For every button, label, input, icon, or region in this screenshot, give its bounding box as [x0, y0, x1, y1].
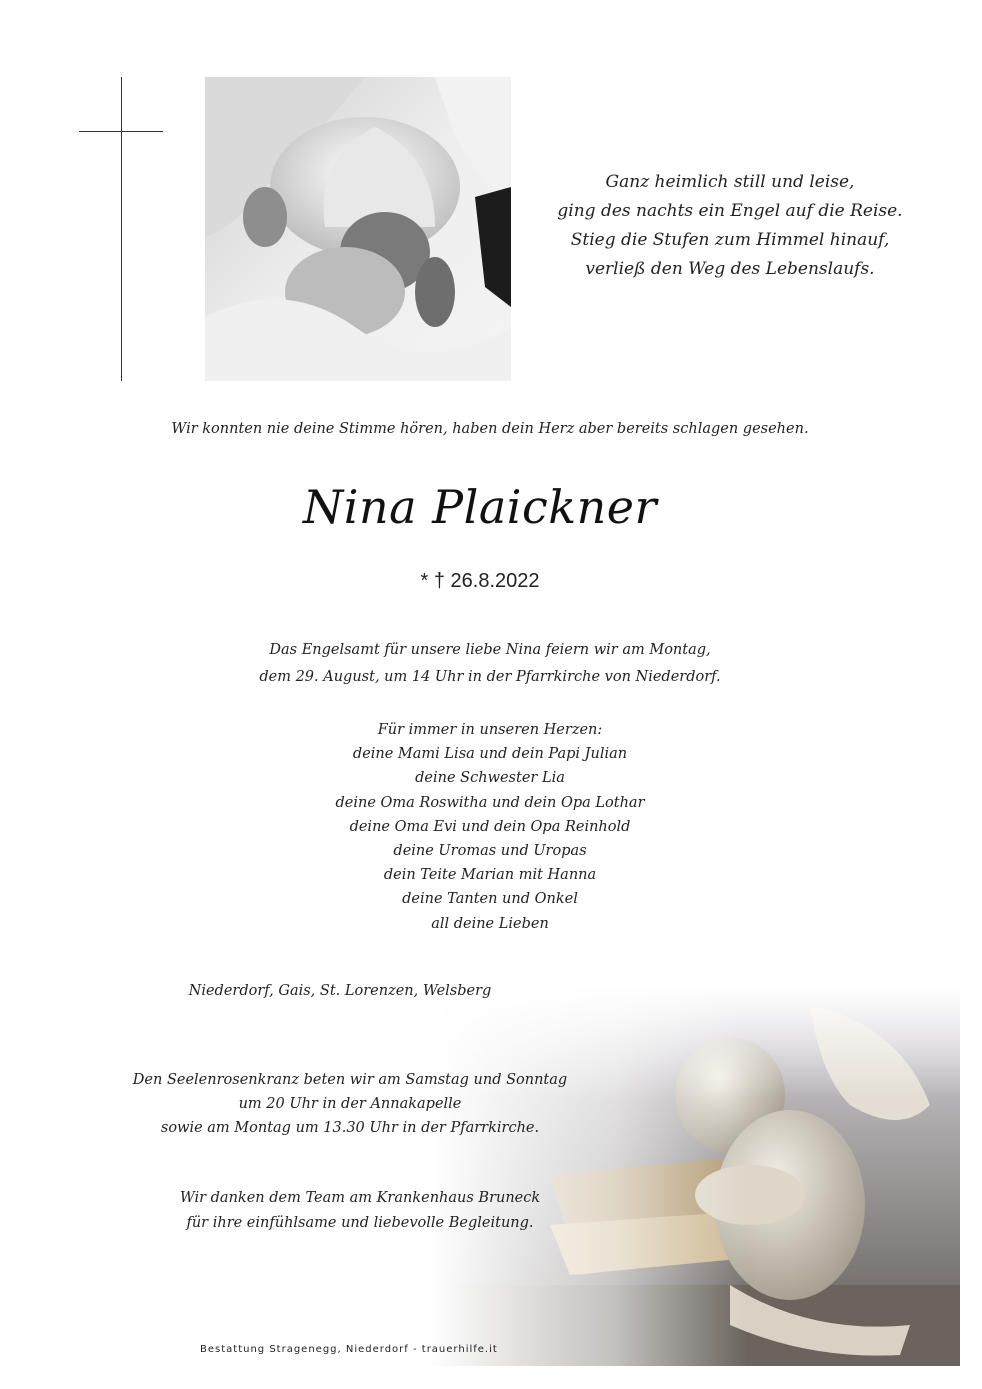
family-member: deine Oma Evi und dein Opa Reinhold	[349, 818, 631, 835]
funeral-home-footer: Bestattung Stragenegg, Niederdorf - trauerhilfe.it	[200, 1344, 498, 1355]
family-heading: Für immer in unseren Herzen:	[377, 722, 603, 738]
family-member: deine Uromas und Uropas	[393, 843, 587, 860]
mass-line: Das Engelsamt für unsere liebe Nina feiern wir am Montag,	[269, 642, 711, 658]
poem-line: Ganz heimlich still und leise,	[605, 172, 855, 192]
thanks-line: Wir danken dem Team am Krankenhaus Bruneck	[179, 1190, 541, 1206]
family-member: deine Schwester Lia	[415, 770, 565, 787]
family-list	[290, 718, 690, 936]
rosary-line: sowie am Montag um 13.30 Uhr in der Pfarrkirche.	[160, 1120, 540, 1136]
cross-vertical-bar	[121, 77, 122, 381]
rosary-line: Den Seelenrosenkranz beten wir am Samstag und Sonntag	[132, 1072, 568, 1088]
rosary-line: um 20 Uhr in der Annakapelle	[238, 1096, 462, 1112]
thanks-line: für ihre einfühlsame und liebevolle Begleitung.	[186, 1215, 534, 1231]
angel-image	[430, 985, 960, 1366]
mass-line: dem 29. August, um 14 Uhr in der Pfarrkirche von Niederdorf.	[259, 669, 721, 685]
deceased-dates: * † 26.8.2022	[420, 570, 540, 592]
quote-text: Wir konnten nie deine Stimme hören, haben dein Herz aber bereits schlagen gesehen.	[171, 421, 809, 437]
family-member: all deine Lieben	[431, 915, 549, 932]
poem-line: verließ den Weg des Lebenslaufs.	[585, 259, 875, 279]
baby-photo	[205, 77, 511, 381]
deceased-name: Nina Plaickner	[303, 480, 657, 534]
poem-line: ging des nachts ein Engel auf die Reise.	[557, 201, 903, 221]
thanks-note	[130, 1186, 590, 1236]
family-member: deine Oma Roswitha und dein Opa Lothar	[335, 794, 645, 811]
poem-line: Stieg die Stufen zum Himmel hinauf,	[570, 230, 890, 250]
rosary-announcement	[110, 1068, 590, 1140]
mass-announcement	[190, 637, 790, 691]
family-member: deine Mami Lisa und dein Papi Julian	[352, 746, 628, 763]
places: Niederdorf, Gais, St. Lorenzen, Welsberg	[188, 983, 492, 999]
family-member: deine Tanten und Onkel	[402, 891, 578, 908]
poem	[545, 168, 915, 284]
family-member: dein Teite Marian mit Hanna	[383, 867, 597, 884]
cross-horizontal-bar	[79, 131, 163, 132]
